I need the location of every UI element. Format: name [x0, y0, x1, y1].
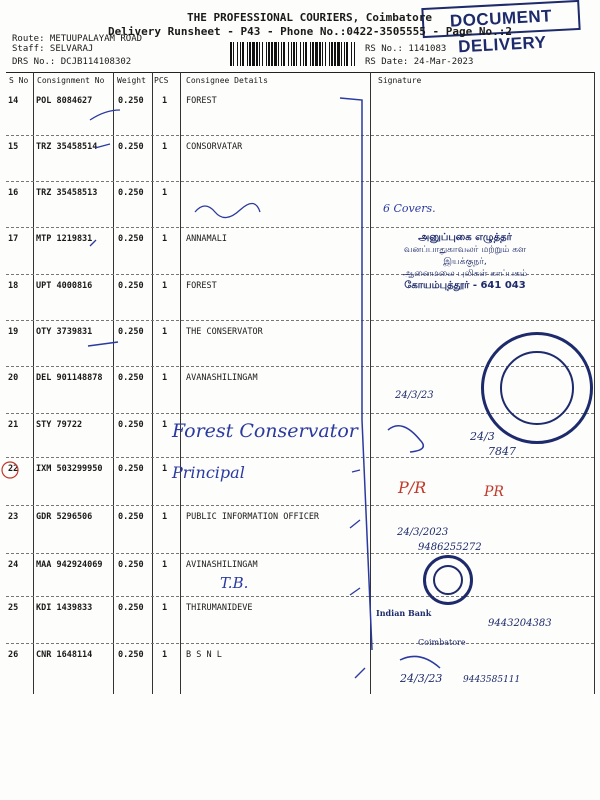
cell-pcs: 1 [162, 188, 168, 198]
cell-pcs: 1 [162, 327, 168, 337]
cell-sno: 20 [8, 373, 19, 383]
cell-sno: 26 [8, 650, 19, 660]
header-sno: S No [9, 76, 29, 85]
handwritten-phone: 9443585111 [463, 675, 521, 685]
cell-consignment: MAA 942924069 [36, 560, 103, 570]
pen-stroke [400, 656, 440, 668]
handwritten-date: 24/3/2023 [397, 527, 449, 538]
cell-weight: 0.250 [118, 281, 144, 291]
cell-consignee: CONSORVATAR [186, 142, 243, 152]
cell-pcs: 1 [162, 512, 168, 522]
cell-consignee: FOREST [186, 96, 217, 106]
pen-stroke [90, 240, 96, 246]
pen-stroke [88, 342, 118, 346]
header-weight: Weight [117, 76, 146, 85]
handwritten-consignee: Forest Conservator [172, 420, 358, 442]
cell-consignee: AVANASHILINGAM [186, 373, 258, 383]
cell-pcs: 1 [162, 281, 168, 291]
handwritten-phone: 9443204383 [488, 618, 552, 629]
pen-stroke [355, 668, 365, 678]
cell-consignee: THIRUMANIDEVE [186, 603, 253, 613]
cell-sno: 16 [8, 188, 19, 198]
cell-sno: 24 [8, 560, 19, 570]
cell-consignee: ANNAMALI [186, 234, 227, 244]
cell-sno: 17 [8, 234, 19, 244]
cell-sno: 14 [8, 96, 19, 106]
handwritten-phone: 7847 [488, 445, 516, 458]
cell-weight: 0.250 [118, 420, 144, 430]
rs-number: RS No.: 1141083 [365, 44, 447, 54]
pen-stroke [2, 462, 18, 478]
cell-sno: 25 [8, 603, 19, 613]
cell-consignment: STY 79722 [36, 420, 83, 430]
company-title: THE PROFESSIONAL COURIERS, Coimbatore [187, 11, 433, 24]
cell-weight: 0.250 [118, 373, 144, 383]
tamil-stamp-line: ஆனைமலை புலிகள் காப்பகம் [402, 269, 528, 279]
cell-consignee: FOREST [186, 281, 217, 291]
header-consignee: Consignee Details [186, 76, 268, 85]
tamil-stamp-line: வனப்பாதுகாவலர் மற்றும் கள இயக்குநர், [403, 245, 527, 267]
pen-stroke [350, 588, 360, 595]
cell-consignment: UPT 4000816 [36, 281, 93, 291]
pen-stroke [95, 144, 110, 148]
handwritten-phone: 9486255272 [418, 542, 482, 553]
cell-pcs: 1 [162, 650, 168, 660]
handwritten-signature: P/R [398, 478, 427, 497]
runsheet-title: Delivery Runsheet - P43 - Phone No.:0422-3505555 - Page No.:2 [108, 25, 512, 38]
cell-sno: 18 [8, 281, 19, 291]
cell-pcs: 1 [162, 373, 168, 383]
cell-pcs: 1 [162, 560, 168, 570]
cell-sno: 23 [8, 512, 19, 522]
cell-weight: 0.250 [118, 234, 144, 244]
cell-consignment: MTP 1219831 [36, 234, 93, 244]
cell-pcs: 1 [162, 142, 168, 152]
cell-consignee: AVINASHILINGAM [186, 560, 258, 570]
cell-consignment: TRZ 35458513 [36, 188, 98, 198]
cell-consignment: CNR 1648114 [36, 650, 93, 660]
cell-consignee: B S N L [186, 650, 222, 660]
header-pcs: PCS [154, 76, 169, 85]
cell-consignment: TRZ 35458514 [36, 142, 98, 152]
cell-weight: 0.250 [118, 512, 144, 522]
cell-consignment: DEL 901148878 [36, 373, 103, 383]
handwritten-signature: PR [484, 484, 504, 500]
cell-weight: 0.250 [118, 142, 144, 152]
cell-consignment: IXM 503299950 [36, 464, 103, 474]
cell-weight: 0.250 [118, 560, 144, 570]
cell-weight: 0.250 [118, 650, 144, 660]
cell-weight: 0.250 [118, 327, 144, 337]
pen-stroke [352, 470, 360, 472]
header-consignment: Consignment No [37, 76, 105, 85]
bank-stamp-text: Coimbatore [418, 638, 466, 647]
cell-weight: 0.250 [118, 603, 144, 613]
bank-stamp-text: Indian Bank [376, 608, 432, 618]
tamil-stamp-line: கோயம்புத்தூர் - 641 043 [404, 280, 526, 291]
cell-pcs: 1 [162, 420, 168, 430]
pen-stroke [195, 203, 260, 217]
pen-stroke [90, 110, 120, 120]
cell-consignment: OTY 3739831 [36, 327, 93, 337]
cell-consignment: POL 8084627 [36, 96, 93, 106]
cell-sno: 19 [8, 327, 19, 337]
cell-pcs: 1 [162, 96, 168, 106]
handwritten-date: 24/3 [470, 430, 495, 443]
cell-weight: 0.250 [118, 96, 144, 106]
cell-consignment: GDR 5296506 [36, 512, 93, 522]
handwritten-note: 6 Covers. [383, 202, 436, 215]
handwritten-date: 24/3/23 [400, 672, 443, 685]
cell-pcs: 1 [162, 464, 168, 474]
cell-weight: 0.250 [118, 188, 144, 198]
cell-consignee: THE CONSERVATOR [186, 327, 263, 337]
cell-pcs: 1 [162, 234, 168, 244]
cell-consignee: PUBLIC INFORMATION OFFICER [186, 512, 320, 522]
cell-sno: 15 [8, 142, 19, 152]
handwritten-date: 24/3/23 [395, 390, 434, 401]
cell-pcs: 1 [162, 603, 168, 613]
header-signature: Signature [378, 76, 422, 85]
handwritten-consignee: Principal [172, 463, 245, 482]
handwritten-initials: T.B. [220, 574, 249, 592]
route-label: Route: METUUPALAYAM ROAD [12, 34, 143, 44]
pen-stroke [340, 98, 372, 650]
cell-sno: 21 [8, 420, 19, 430]
rs-date: RS Date: 24-Mar-2023 [365, 57, 474, 67]
staff-label: Staff: SELVARAJ [12, 44, 94, 54]
cell-sno: 22 [8, 464, 19, 474]
document-delivery-stamp: DOCUMENT DELIVERY [421, 0, 580, 38]
cell-consignment: KDI 1439833 [36, 603, 93, 613]
cell-weight: 0.250 [118, 464, 144, 474]
tamil-stamp-line: அனுப்புகை எழுத்தர் [418, 232, 512, 243]
pen-stroke [388, 426, 423, 452]
pen-stroke [350, 520, 360, 528]
drs-number: DRS No.: DCJB114108302 [12, 57, 132, 67]
